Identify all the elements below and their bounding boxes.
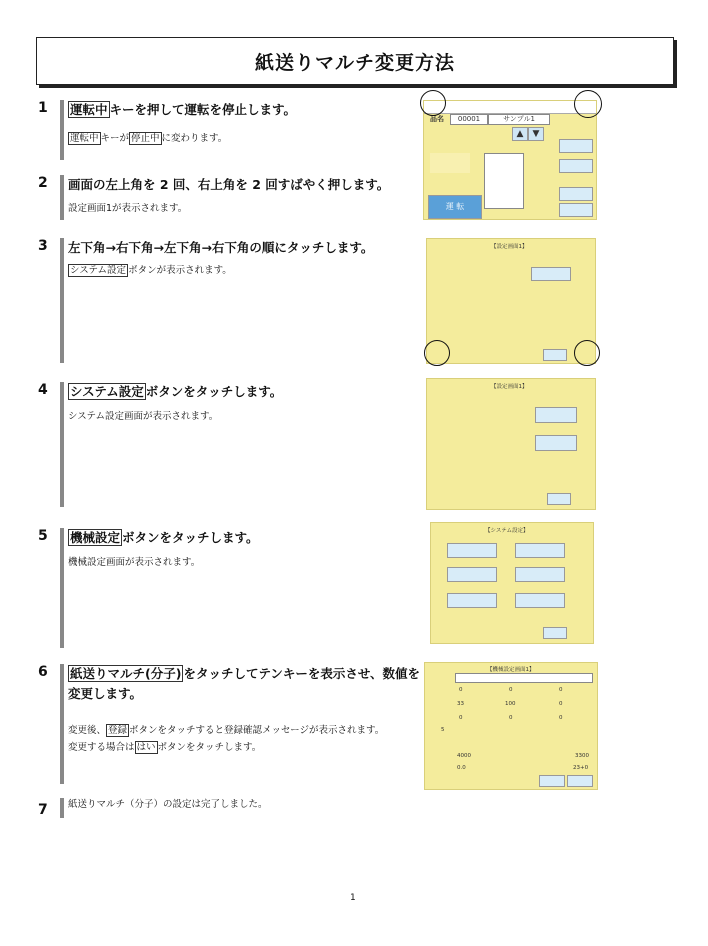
screenshot-settings-system <box>426 378 596 510</box>
step-number: 2 <box>38 175 48 191</box>
tap-circle-top-right <box>574 90 602 118</box>
step-body: システム設定画面が表示されます。 <box>68 411 219 422</box>
body-text: ボタンをタッチします。 <box>157 742 262 753</box>
settings-list <box>435 261 505 316</box>
body-text: ボタンをタッチすると登録確認メッセージが表示されます。 <box>129 725 385 736</box>
value: 100 <box>505 701 516 707</box>
step-body <box>68 264 232 278</box>
screen-header <box>424 101 596 114</box>
value: 0 <box>559 715 563 721</box>
screenshot-run-screen <box>423 100 597 220</box>
side-button[interactable] <box>559 139 593 153</box>
step-number: 7 <box>38 802 48 818</box>
side-button[interactable] <box>559 203 593 217</box>
step-number: 5 <box>38 528 48 544</box>
key-label: システム設定 <box>70 384 144 399</box>
step-number: 1 <box>38 100 48 116</box>
value: 0 <box>459 687 463 693</box>
side-button[interactable] <box>559 159 593 173</box>
screen-header: 【設定画面1】 <box>491 384 528 390</box>
screenshot-system-settings <box>430 522 594 644</box>
body-text: キーが <box>100 133 130 144</box>
step-bar <box>60 175 64 220</box>
step-4 <box>38 382 398 512</box>
screenshot-settings-1 <box>426 238 596 364</box>
panel <box>430 153 470 173</box>
key-label: はい <box>136 742 156 753</box>
step-body: 機械設定画面が表示されます。 <box>68 557 201 568</box>
back-button[interactable] <box>567 775 593 787</box>
body-text: 変更後、 <box>68 725 107 736</box>
key-label: システム設定 <box>70 265 127 276</box>
step-body <box>68 132 227 146</box>
value: 0 <box>559 687 563 693</box>
key-label: 運転中 <box>70 133 99 144</box>
body-text: に変わります。 <box>161 133 228 144</box>
step-5 <box>38 528 398 653</box>
key-label: 機械設定 <box>70 530 121 545</box>
step-bar <box>60 664 64 784</box>
step-body: 設定画面1が表示されます。 <box>68 203 188 214</box>
step-body: 紙送りマルチ（分子）の設定は完了しました。 <box>68 799 268 810</box>
heading-text: をタッチしてテンキーを表示させ、数値を <box>183 666 420 681</box>
preview-image <box>484 153 524 209</box>
tap-circle-top-left <box>420 90 446 116</box>
step-6 <box>38 664 418 789</box>
title-box <box>36 37 674 85</box>
step-1 <box>38 100 398 160</box>
step-number: 4 <box>38 382 48 398</box>
job-name-field[interactable]: サンプル1 <box>488 114 550 125</box>
step-3 <box>38 238 398 368</box>
value: 23+0 <box>573 765 589 771</box>
machine-settings-button[interactable] <box>447 567 497 582</box>
heading-text: ボタンをタッチします。 <box>145 384 283 399</box>
step-heading: 左下角→右下角→左下角→右下角の順にタッチします。 <box>68 240 374 255</box>
step-bar <box>60 100 64 160</box>
value: 5 <box>441 727 445 733</box>
key-label: 登録 <box>108 725 128 736</box>
step-heading-line2: 変更します。 <box>68 686 143 701</box>
job-id-field[interactable]: 00001 <box>450 114 488 125</box>
system-settings-button[interactable] <box>535 407 577 423</box>
back-button[interactable] <box>547 493 571 505</box>
screen-header: 【機械設定画面1】 <box>487 667 535 673</box>
down-arrow-button[interactable]: ▼ <box>528 127 544 141</box>
body-text: 変更する場合は <box>68 742 135 753</box>
step-number: 3 <box>38 238 48 254</box>
screen-id-label: 品名 <box>430 115 444 123</box>
start-button[interactable]: 運 転 <box>428 195 482 219</box>
side-button[interactable] <box>559 187 593 201</box>
step-body-line1 <box>68 724 384 738</box>
menu-button[interactable] <box>447 543 497 558</box>
step-bar <box>60 798 64 818</box>
value: 0 <box>459 715 463 721</box>
screen-header: 【設定画面1】 <box>491 244 528 250</box>
value: 0.0 <box>457 765 466 771</box>
value: 4000 <box>457 753 471 759</box>
step-heading <box>68 382 282 400</box>
menu-button[interactable] <box>447 593 497 608</box>
page-title: 紙送りマルチ変更方法 <box>254 51 455 74</box>
back-button[interactable] <box>543 627 567 639</box>
register-button[interactable] <box>539 775 565 787</box>
tap-circle-bottom-left <box>424 340 450 366</box>
step-2 <box>38 175 398 225</box>
step-7 <box>38 798 398 822</box>
value: 0 <box>559 701 563 707</box>
back-button[interactable] <box>543 349 567 361</box>
menu-button[interactable] <box>515 567 565 582</box>
key-label: 停止中 <box>131 133 160 144</box>
step-number: 6 <box>38 664 48 680</box>
paper-feed-select[interactable] <box>455 673 593 683</box>
heading-text: ボタンをタッチします。 <box>122 530 259 545</box>
key-label: 紙送りマルチ(分子) <box>70 666 182 681</box>
page-number: 1 <box>350 893 356 903</box>
step-heading <box>68 664 420 682</box>
settings-button[interactable] <box>531 267 571 281</box>
step-heading <box>68 100 296 118</box>
step-heading <box>68 528 259 546</box>
step-body-line2 <box>68 741 261 755</box>
heading-text: キーを押して運転を停止します。 <box>109 102 297 117</box>
step-bar <box>60 382 64 507</box>
value: 33 <box>457 701 464 707</box>
step-heading: 画面の左上角を 2 回、右上角を 2 回すばやく押します。 <box>68 177 390 192</box>
screenshot-machine-settings <box>424 662 598 790</box>
body-text: ボタンが表示されます。 <box>128 265 232 276</box>
step-bar <box>60 528 64 648</box>
up-arrow-button[interactable]: ▲ <box>512 127 528 141</box>
key-label: 運転中 <box>70 102 108 117</box>
value: 3300 <box>575 753 589 759</box>
value: 0 <box>509 715 513 721</box>
tap-circle-bottom-right <box>574 340 600 366</box>
menu-button[interactable] <box>515 543 565 558</box>
menu-button[interactable] <box>515 593 565 608</box>
settings-button[interactable] <box>535 435 577 451</box>
step-bar <box>60 238 64 363</box>
screen-header: 【システム設定】 <box>485 528 529 534</box>
value: 0 <box>509 687 513 693</box>
